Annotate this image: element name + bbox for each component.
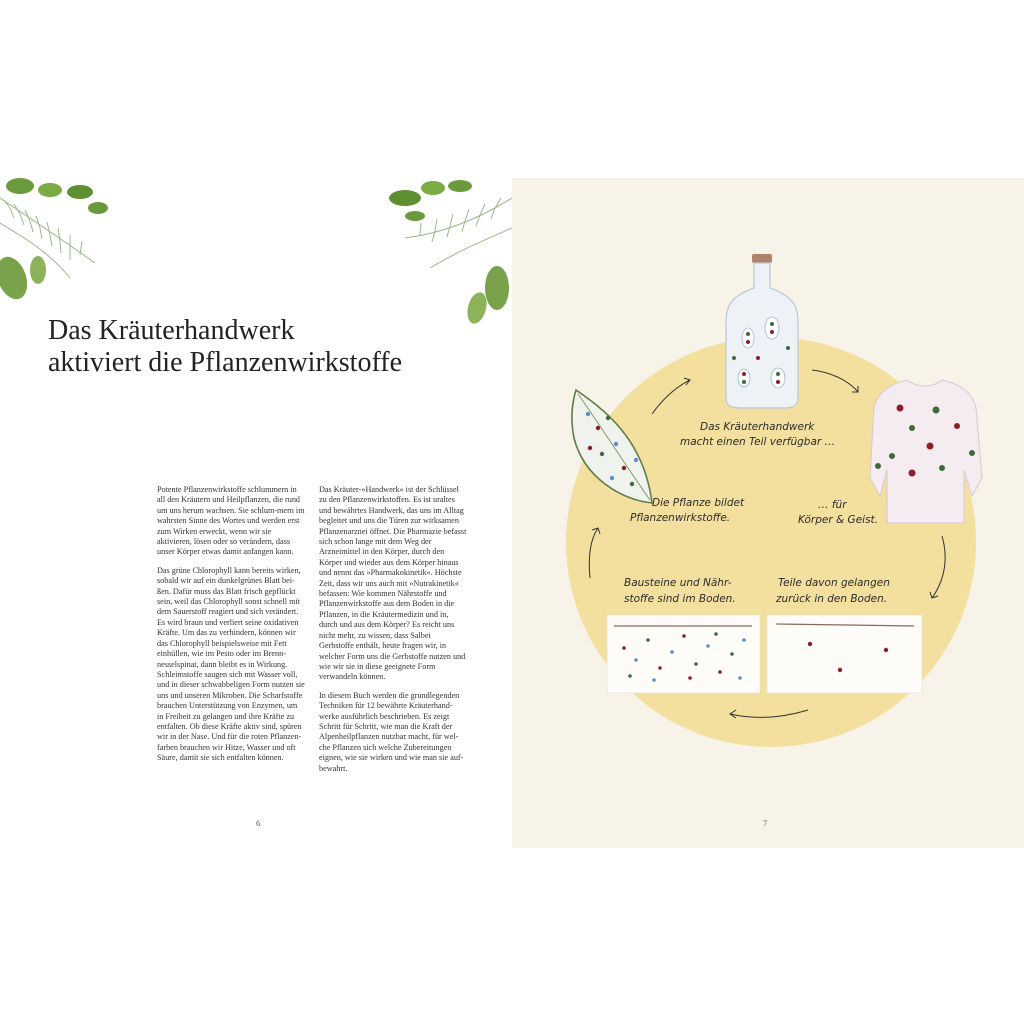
book-spread [0,178,1024,848]
herb-leaves-left-illustration [0,178,115,338]
paragraph: Potente Pflanzenwirkstoffe schlummern in all den Kräutern und Heilpflanzen, die rund um uns herum wachsen. Sie schlum-mern im wahrsten Sinne des Wortes und werden erst zum Wirken erweckt, wenn wir sie aktivieren, lösen oder so verändern, dass unser Körper etwas damit anfangen kann. [157,485,305,557]
label-boden-baustein-line1: Bausteine und Nähr- [624,577,732,589]
cycle-illustration [512,178,1024,848]
page-number-left: 6 [256,818,261,828]
label-koerper-line1: … für [818,499,847,511]
soil-panel-nutrients [607,615,760,693]
label-boden-baustein-line2: stoffe sind im Boden. [624,593,736,605]
page-number-right: 7 [763,818,768,828]
label-handwerk-line1: Das Kräuterhandwerk [700,421,815,433]
paragraph: Das Kräuter-»Handwerk« ist der Schlüssel zu den Pflanzenwirkstoffen. Es ist uraltes und bewährtes Handwerk, das uns im Alltag begleitet und uns die Türen zur wirksamen Pflanzenarznei öffnet. Die Pharmazie befasst sich schon lange mit dem Weg der Arzneimittel in den Körper, durch den Körper und wieder aus dem Körper hinaus und nennt das »Pharmakokinetik«. Höchste Zeit, dass wir uns auch mit »Nutrakinetik« befassen: Wie kommen Nährstoffe und Pflanzenwirkstoffe aus dem Boden in die Pflanzen, in die Kräutermedizin und in, durch und aus dem Körper? Es reicht uns nicht mehr, zu wissen, dass Salbei Gerbstoffe enthält, heute fragen wir, in welcher Form uns die Gerbstoffe nutzen und wie wir sie in diese geeignete Form verwandeln können. [319,485,467,682]
soil-panel-return [767,615,922,693]
page-title [48,315,402,379]
title-line-1: Das Kräuterhandwerk [48,315,295,346]
paragraph: Das grüne Chlorophyll kann bereits wirken, sobald wir auf ein dunkelgrünes Blatt bei-ßen. Dafür muss das Blatt frisch gepflückt sein, weil das Chlorophyll sonst schnell mit dem Sauerstoff reagiert und sich verändert. Es wird braun und verliert seine oxidativen Kräfte. Um das zu verhindern, können wir das Chlorophyll beispielsweise mit Fett einhüllen, wie im Pesto oder im Brenn-nesselspinat, dann bleibt es in Wirkung. Schleimstoffe saugen sich mit Wasser voll, und in dieser schwabbeligen Form nutzen sie uns und unseren Mikroben. Die Scharfstoffe brauchen Unterstützung von Enzymen, um in Freiheit zu gelangen und ihre Kräfte zu entfalten. Ob diese Kräfte aktiv sind, spüren wir in der Nase. Und für die roten Pflanzen-farben brauchen wir Hitze, Wasser und oft Säure, damit sie sich entfalten können. [157,565,305,763]
text-column-2 [319,485,467,782]
left-page [0,178,512,848]
label-pflanze-line1: Die Pflanze bildet [652,497,745,509]
paragraph: In diesem Buch werden die grundlegenden Techniken für 12 bewährte Kräuterhand-werke ausführlich beschrieben. Es zeigt Schritt für Schritt, wie man die Kraft der Alpenheilpflanzen nutzbar macht, für wel-che Pflanzen sich welche Zubereitungen eignen, wie sie wirken und wie man sie auf-bewahrt. [319,690,464,773]
title-line-2: aktiviert die Pflanzenwirkstoffe [48,347,403,378]
label-boden-teile-line2: zurück in den Boden. [776,593,888,605]
label-pflanze-line2: Pflanzenwirkstoffe. [630,512,731,524]
label-handwerk-line2: macht einen Teil verfügbar … [680,436,836,448]
right-page [512,178,1024,848]
bottle-icon [726,254,798,408]
label-boden-teile-line1: Teile davon gelangen [778,577,890,589]
label-koerper-line2: Körper & Geist. [798,514,878,526]
herb-leaves-right-illustration [385,178,512,338]
text-column-1 [157,485,305,772]
